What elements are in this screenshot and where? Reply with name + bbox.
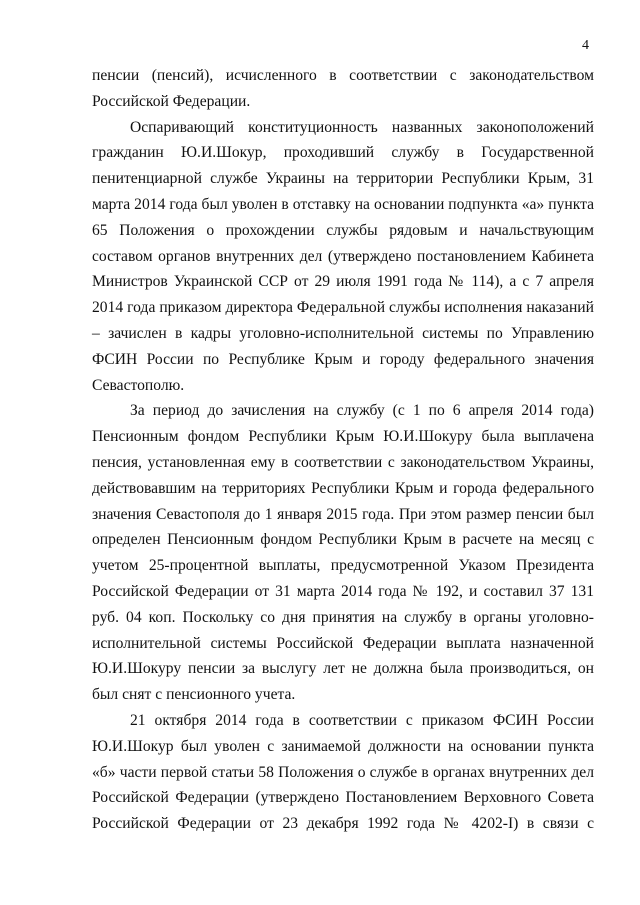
paragraph-2: Оспаривающий конституционность названных законоположений гражданин Ю.И.Шокур, проходивший службу в Государственной пенитенциарной службе Украины на территории Республики Крым, 31 марта 2014 года был уволен в отставку на основании подпункта «а» пункта 65 Положения о прохождении службы рядовым и начальствующим составом органов внутренних дел (утверждено постановлением Кабинета Министров Украинской ССР от 29 июля 1991 года № 114), а с 7 апреля 2014 года приказом директора Федеральной службы исполнения наказаний – зачислен в кадры уголовно-исполнительной системы по Управлению ФСИН России по Республике Крым и городу федерального значения Севастополю. [92,118,594,394]
document-body [92,63,594,837]
paragraph-1: пенсии (пенсий), исчисленного в соответствии с законодательством Российской Федерации. [92,67,594,110]
page-number: 4 [582,38,589,53]
paragraph-3: За период до зачисления на службу (с 1 по 6 апреля 2014 года) Пенсионным фондом Республики Крым Ю.И.Шокуру была выплачена пенсия, установленная ему в соответствии с законодательством Украины, действовавшим на территориях Республики Крым и города федерального значения Севастополя до 1 января 2015 года. При этом размер пенсии был определен Пенсионным фондом Республики Крым в расчете на месяц с учетом 25-процентной выплаты, предусмотренной Указом Президента Российской Федерации от 31 марта 2014 года № 192, и составил 37 131 руб. 04 коп. Поскольку со дня принятия на службу в органы уголовно-исполнительной системы Российской Федерации выплата назначенной Ю.И.Шокуру пенсии за выслугу лет не должна была производиться, он был снят с пенсионного учета. [92,402,594,704]
paragraph-4: 21 октября 2014 года в соответствии с приказом ФСИН России Ю.И.Шокур был уволен с занимаемой должности на основании пункта «б» части первой статьи 58 Положения о службе в органах внутренних дел Российской Федерации (утверждено Постановлением Верховного Совета Российской Федерации от 23 декабря 1992 года № 4202-I) в связи с [92,711,594,833]
